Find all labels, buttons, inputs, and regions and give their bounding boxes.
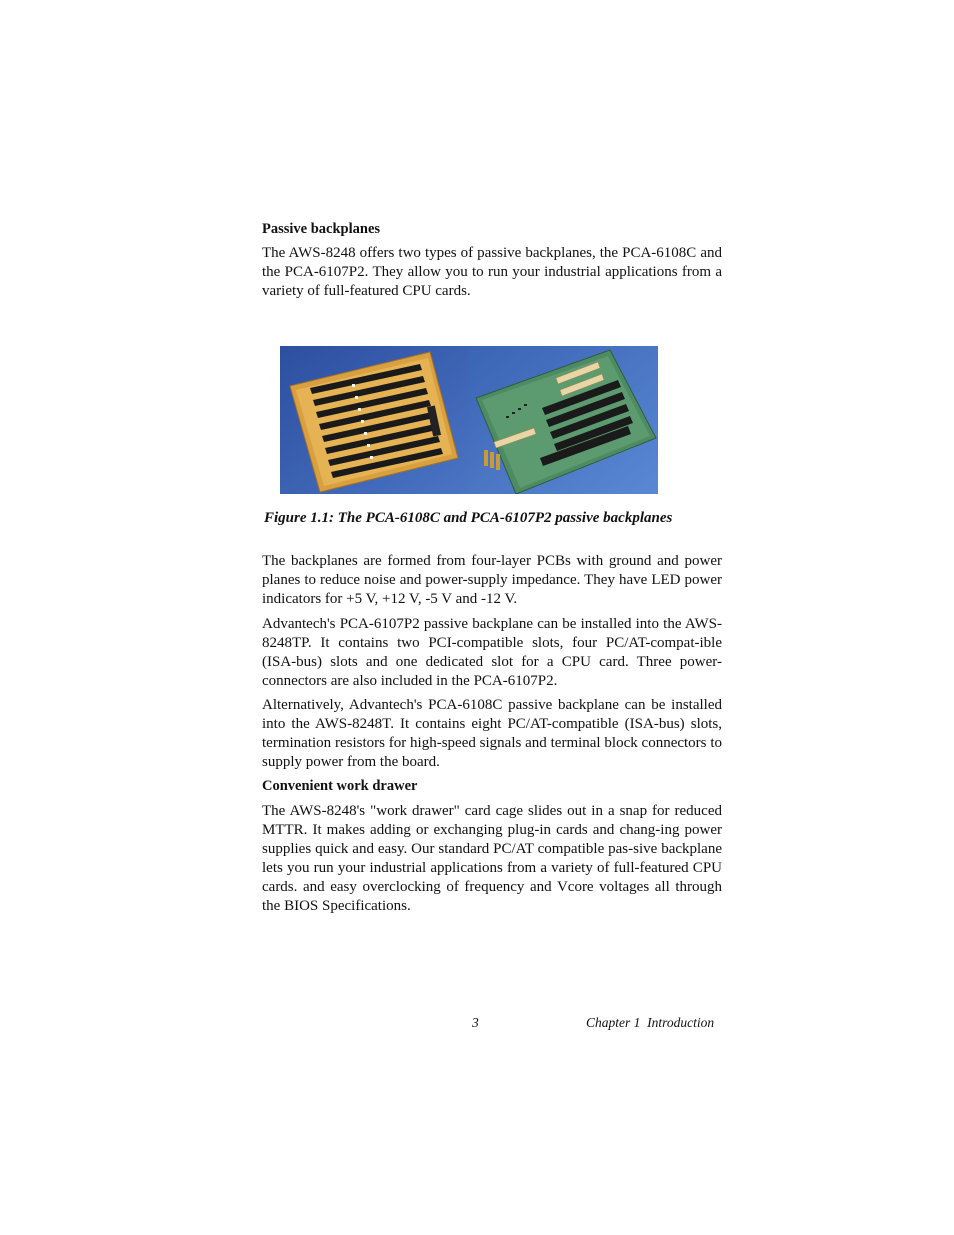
pca-6108c-paragraph: Alternatively, Advantech's PCA-6108C passive backplane can be installed into the AWS-8248T. It contains eight PC/AT-compatible (ISA-bus) slots, termination resistors for high-speed signals and terminal block connectors to supply power from the board. xyxy=(262,697,722,770)
work-drawer-paragraph: The AWS-8248's "work drawer" card cage slides out in a snap for reduced MTTR. It makes adding or exchanging plug-in cards and chang-ing power supplies quick and easy. Our standard PC/AT compatible pas-sive backplane lets you run your industrial applications from a variety of full-featured CPU cards. and easy overclocking of frequency and Vcore voltages all through the BIOS Specifications. xyxy=(262,803,722,914)
section-heading-passive-backplanes: Passive backplanes xyxy=(262,221,381,237)
intro-paragraph: The AWS-8248 offers two types of passive backplanes, the PCA-6108C and the PCA-6107P2. They allow you to run your industrial applications from a variety of full-featured CPU cards. xyxy=(262,245,722,299)
backplanes-layers-paragraph: The backplanes are formed from four-layer PCBs with ground and power planes to reduce noise and power-supply impedance. They have LED power indicators for +5 V, +12 V, -5 V and -12 V. xyxy=(262,553,722,607)
figure-caption: Figure 1.1: The PCA-6108C and PCA-6107P2 passive backplanes xyxy=(264,510,673,526)
page-number: 3 xyxy=(472,1015,479,1030)
pca-6107p2-paragraph: Advantech's PCA-6107P2 passive backplane can be installed into the AWS-8248TP. It contains two PCI-compatible slots, four PC/AT-compat-ible (ISA-bus) slots and one dedicated slot for a CPU card. Three power-connectors are also included in the PCA-6107P2. xyxy=(262,616,722,689)
chapter-footer: Chapter 1 Introduction xyxy=(586,1015,715,1030)
section-heading-work-drawer: Convenient work drawer xyxy=(262,778,418,794)
backplanes-photo xyxy=(280,346,658,494)
